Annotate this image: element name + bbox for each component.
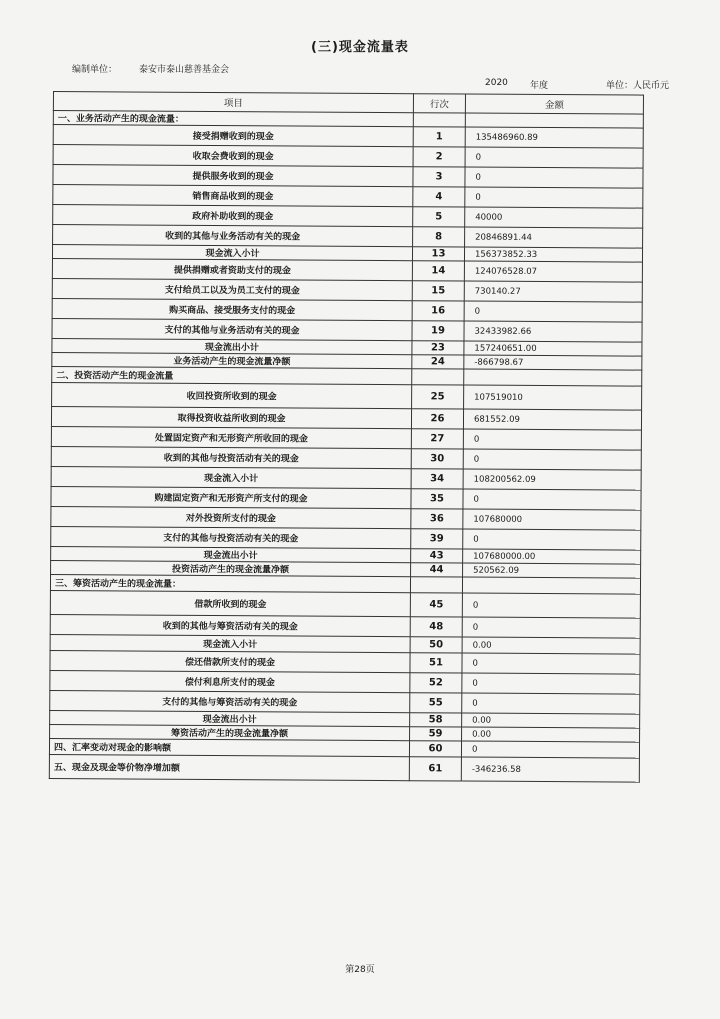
- cash-flow-table: [49, 91, 644, 783]
- row-line-number-cell: 19: [412, 321, 464, 341]
- row-line-number-cell: 14: [412, 261, 464, 281]
- row-item-cell: 收取会费收到的现金: [53, 145, 413, 167]
- row-amount-cell: 0: [463, 449, 641, 470]
- row-item-cell: 政府补助收到的现金: [53, 205, 413, 227]
- row-amount-cell: 135486960.89: [465, 127, 643, 148]
- row-amount-cell: 0: [462, 693, 640, 714]
- row-line-number-cell: 8: [413, 227, 465, 247]
- row-line-number-cell: 60: [409, 741, 461, 757]
- row-line-number-cell: 27: [411, 429, 463, 449]
- row-line-number-cell: 45: [410, 593, 462, 617]
- row-amount-cell: 0: [462, 593, 640, 618]
- row-item-cell: 偿还借款所支付的现金: [50, 650, 410, 672]
- row-amount-cell: [462, 577, 640, 594]
- row-line-number-cell: 13: [412, 247, 464, 261]
- row-amount-cell: 108200562.09: [463, 469, 641, 490]
- column-header-amount: 金额: [465, 94, 643, 114]
- row-item-cell: 投资活动产生的现金流量净额: [51, 560, 411, 576]
- row-item-cell: 支付的其他与投资活动有关的现金: [51, 526, 411, 548]
- row-amount-cell: 124076528.07: [464, 261, 642, 282]
- row-item-cell: 一、业务活动产生的现金流量：: [53, 111, 413, 127]
- row-line-number-cell: 23: [412, 341, 464, 355]
- row-line-number-cell: 3: [413, 167, 465, 187]
- row-line-number-cell: 35: [411, 489, 463, 509]
- row-amount-cell: -866798.67: [464, 355, 642, 370]
- row-line-number-cell: 26: [411, 409, 463, 429]
- row-amount-cell: 107519010: [464, 385, 642, 410]
- row-amount-cell: -346236.58: [461, 757, 639, 782]
- row-amount-cell: 0: [461, 741, 639, 758]
- row-line-number-cell: 51: [410, 653, 462, 673]
- row-line-number-cell: 4: [413, 187, 465, 207]
- row-amount-cell: 0: [465, 147, 643, 168]
- row-line-number-cell: 59: [410, 727, 462, 741]
- row-item-cell: 四、汇率变动对现金的影响额: [49, 738, 409, 756]
- row-amount-cell: 681552.09: [463, 409, 641, 430]
- row-item-cell: 购买商品、接受服务支付的现金: [52, 298, 412, 320]
- prepared-by-line: [72, 62, 229, 75]
- row-amount-cell: 520562.09: [463, 563, 641, 578]
- row-item-cell: 收到的其他与投资活动有关的现金: [51, 446, 411, 468]
- row-line-number-cell: 43: [411, 549, 463, 563]
- row-item-cell: 收到的其他与业务活动有关的现金: [53, 225, 413, 247]
- row-line-number-cell: 61: [409, 757, 461, 781]
- row-item-cell: 支付的其他与筹资活动有关的现金: [50, 690, 410, 712]
- row-amount-cell: 0: [463, 529, 641, 550]
- row-line-number-cell: 16: [412, 301, 464, 321]
- row-item-cell: 对外投资所支付的现金: [51, 506, 411, 528]
- row-amount-cell: 0: [464, 301, 642, 322]
- row-item-cell: 收到的其他与筹资活动有关的现金: [50, 614, 410, 636]
- row-item-cell: 支付给员工以及为员工支付的现金: [52, 278, 412, 300]
- prepared-by-label: 编制单位：: [72, 65, 118, 75]
- row-line-number-cell: 55: [410, 693, 462, 713]
- row-amount-cell: [465, 113, 643, 128]
- organization-name: 泰安市泰山慈善基金会: [139, 65, 230, 75]
- row-line-number-cell: [413, 113, 465, 127]
- row-line-number-cell: 15: [412, 281, 464, 301]
- row-amount-cell: 0: [462, 673, 640, 694]
- row-line-number-cell: 50: [410, 637, 462, 653]
- row-amount-cell: [464, 369, 642, 386]
- row-amount-cell: 0: [465, 187, 643, 208]
- row-item-cell: 接受捐赠收到的现金: [53, 125, 413, 147]
- row-item-cell: 业务活动产生的现金流量净额: [52, 352, 412, 368]
- table-row: [49, 754, 639, 782]
- row-item-cell: 三、筹资活动产生的现金流量：: [50, 574, 410, 592]
- row-line-number-cell: 44: [411, 563, 463, 577]
- column-header-line: 行次: [413, 94, 465, 113]
- row-item-cell: 现金流出小计: [50, 710, 410, 726]
- row-item-cell: 处置固定资产和无形资产所收回的现金: [51, 426, 411, 448]
- row-amount-cell: 0: [463, 429, 641, 450]
- row-item-cell: 现金流入小计: [52, 245, 412, 261]
- table-row: [52, 382, 642, 410]
- row-line-number-cell: 1: [413, 127, 465, 147]
- row-item-cell: 二、投资活动产生的现金流量: [52, 366, 412, 384]
- cash-flow-table-wrapper: [49, 91, 645, 783]
- page-title: (三)现金流量表: [311, 40, 409, 55]
- year-label: 年度: [530, 81, 549, 91]
- row-amount-cell: 730140.27: [464, 281, 642, 302]
- row-item-cell: 偿付利息所支付的现金: [50, 670, 410, 692]
- row-amount-cell: 0: [462, 653, 640, 674]
- table-row: [50, 590, 640, 618]
- row-line-number-cell: 36: [411, 509, 463, 529]
- row-item-cell: 收回投资所收到的现金: [52, 382, 412, 408]
- row-amount-cell: 0.00: [462, 727, 640, 742]
- row-amount-cell: 0: [465, 167, 643, 188]
- row-item-cell: 现金流入小计: [50, 634, 410, 652]
- row-line-number-cell: 48: [410, 617, 462, 637]
- row-line-number-cell: 24: [412, 355, 464, 369]
- row-item-cell: 销售商品收到的现金: [53, 185, 413, 207]
- column-header-item: 项目: [53, 92, 413, 113]
- row-line-number-cell: 34: [411, 469, 463, 489]
- row-amount-cell: 107680000: [463, 509, 641, 530]
- row-line-number-cell: 2: [413, 147, 465, 167]
- row-item-cell: 提供服务收到的现金: [53, 165, 413, 187]
- row-amount-cell: 0: [462, 617, 640, 638]
- row-amount-cell: 0.00: [462, 713, 640, 728]
- row-amount-cell: 0: [463, 489, 641, 510]
- row-amount-cell: 107680000.00: [463, 549, 641, 564]
- row-line-number-cell: [410, 577, 462, 593]
- row-line-number-cell: 52: [410, 673, 462, 693]
- currency-unit: 单位：人民币元: [606, 81, 670, 91]
- row-item-cell: 支付的其他与业务活动有关的现金: [52, 318, 412, 340]
- row-line-number-cell: 30: [411, 449, 463, 469]
- row-item-cell: 筹资活动产生的现金流量净额: [50, 724, 410, 740]
- row-amount-cell: 156373852.33: [464, 247, 642, 262]
- page-number: 第28页: [345, 965, 375, 975]
- row-line-number-cell: 39: [411, 529, 463, 549]
- row-item-cell: 购建固定资产和无形资产所支付的现金: [51, 486, 411, 508]
- row-line-number-cell: 58: [410, 713, 462, 727]
- row-amount-cell: 0.00: [462, 637, 640, 654]
- row-item-cell: 现金流入小计: [51, 466, 411, 488]
- row-item-cell: 现金流出小计: [51, 546, 411, 562]
- table-body: [49, 111, 643, 783]
- row-amount-cell: 32433982.66: [464, 321, 642, 342]
- row-item-cell: 取得投资收益所收到的现金: [51, 406, 411, 428]
- report-year: 2020: [485, 78, 508, 88]
- row-line-number-cell: 5: [413, 207, 465, 227]
- row-amount-cell: 40000: [465, 207, 643, 228]
- row-line-number-cell: [412, 369, 464, 385]
- row-amount-cell: 20846891.44: [465, 227, 643, 248]
- row-item-cell: 现金流出小计: [52, 338, 412, 354]
- row-amount-cell: 157240651.00: [464, 341, 642, 356]
- row-item-cell: 借款所收到的现金: [50, 590, 410, 616]
- row-line-number-cell: 25: [412, 385, 464, 409]
- row-item-cell: 五、现金及现金等价物净增加额: [49, 754, 409, 780]
- row-item-cell: 提供捐赠或者资助支付的现金: [52, 258, 412, 280]
